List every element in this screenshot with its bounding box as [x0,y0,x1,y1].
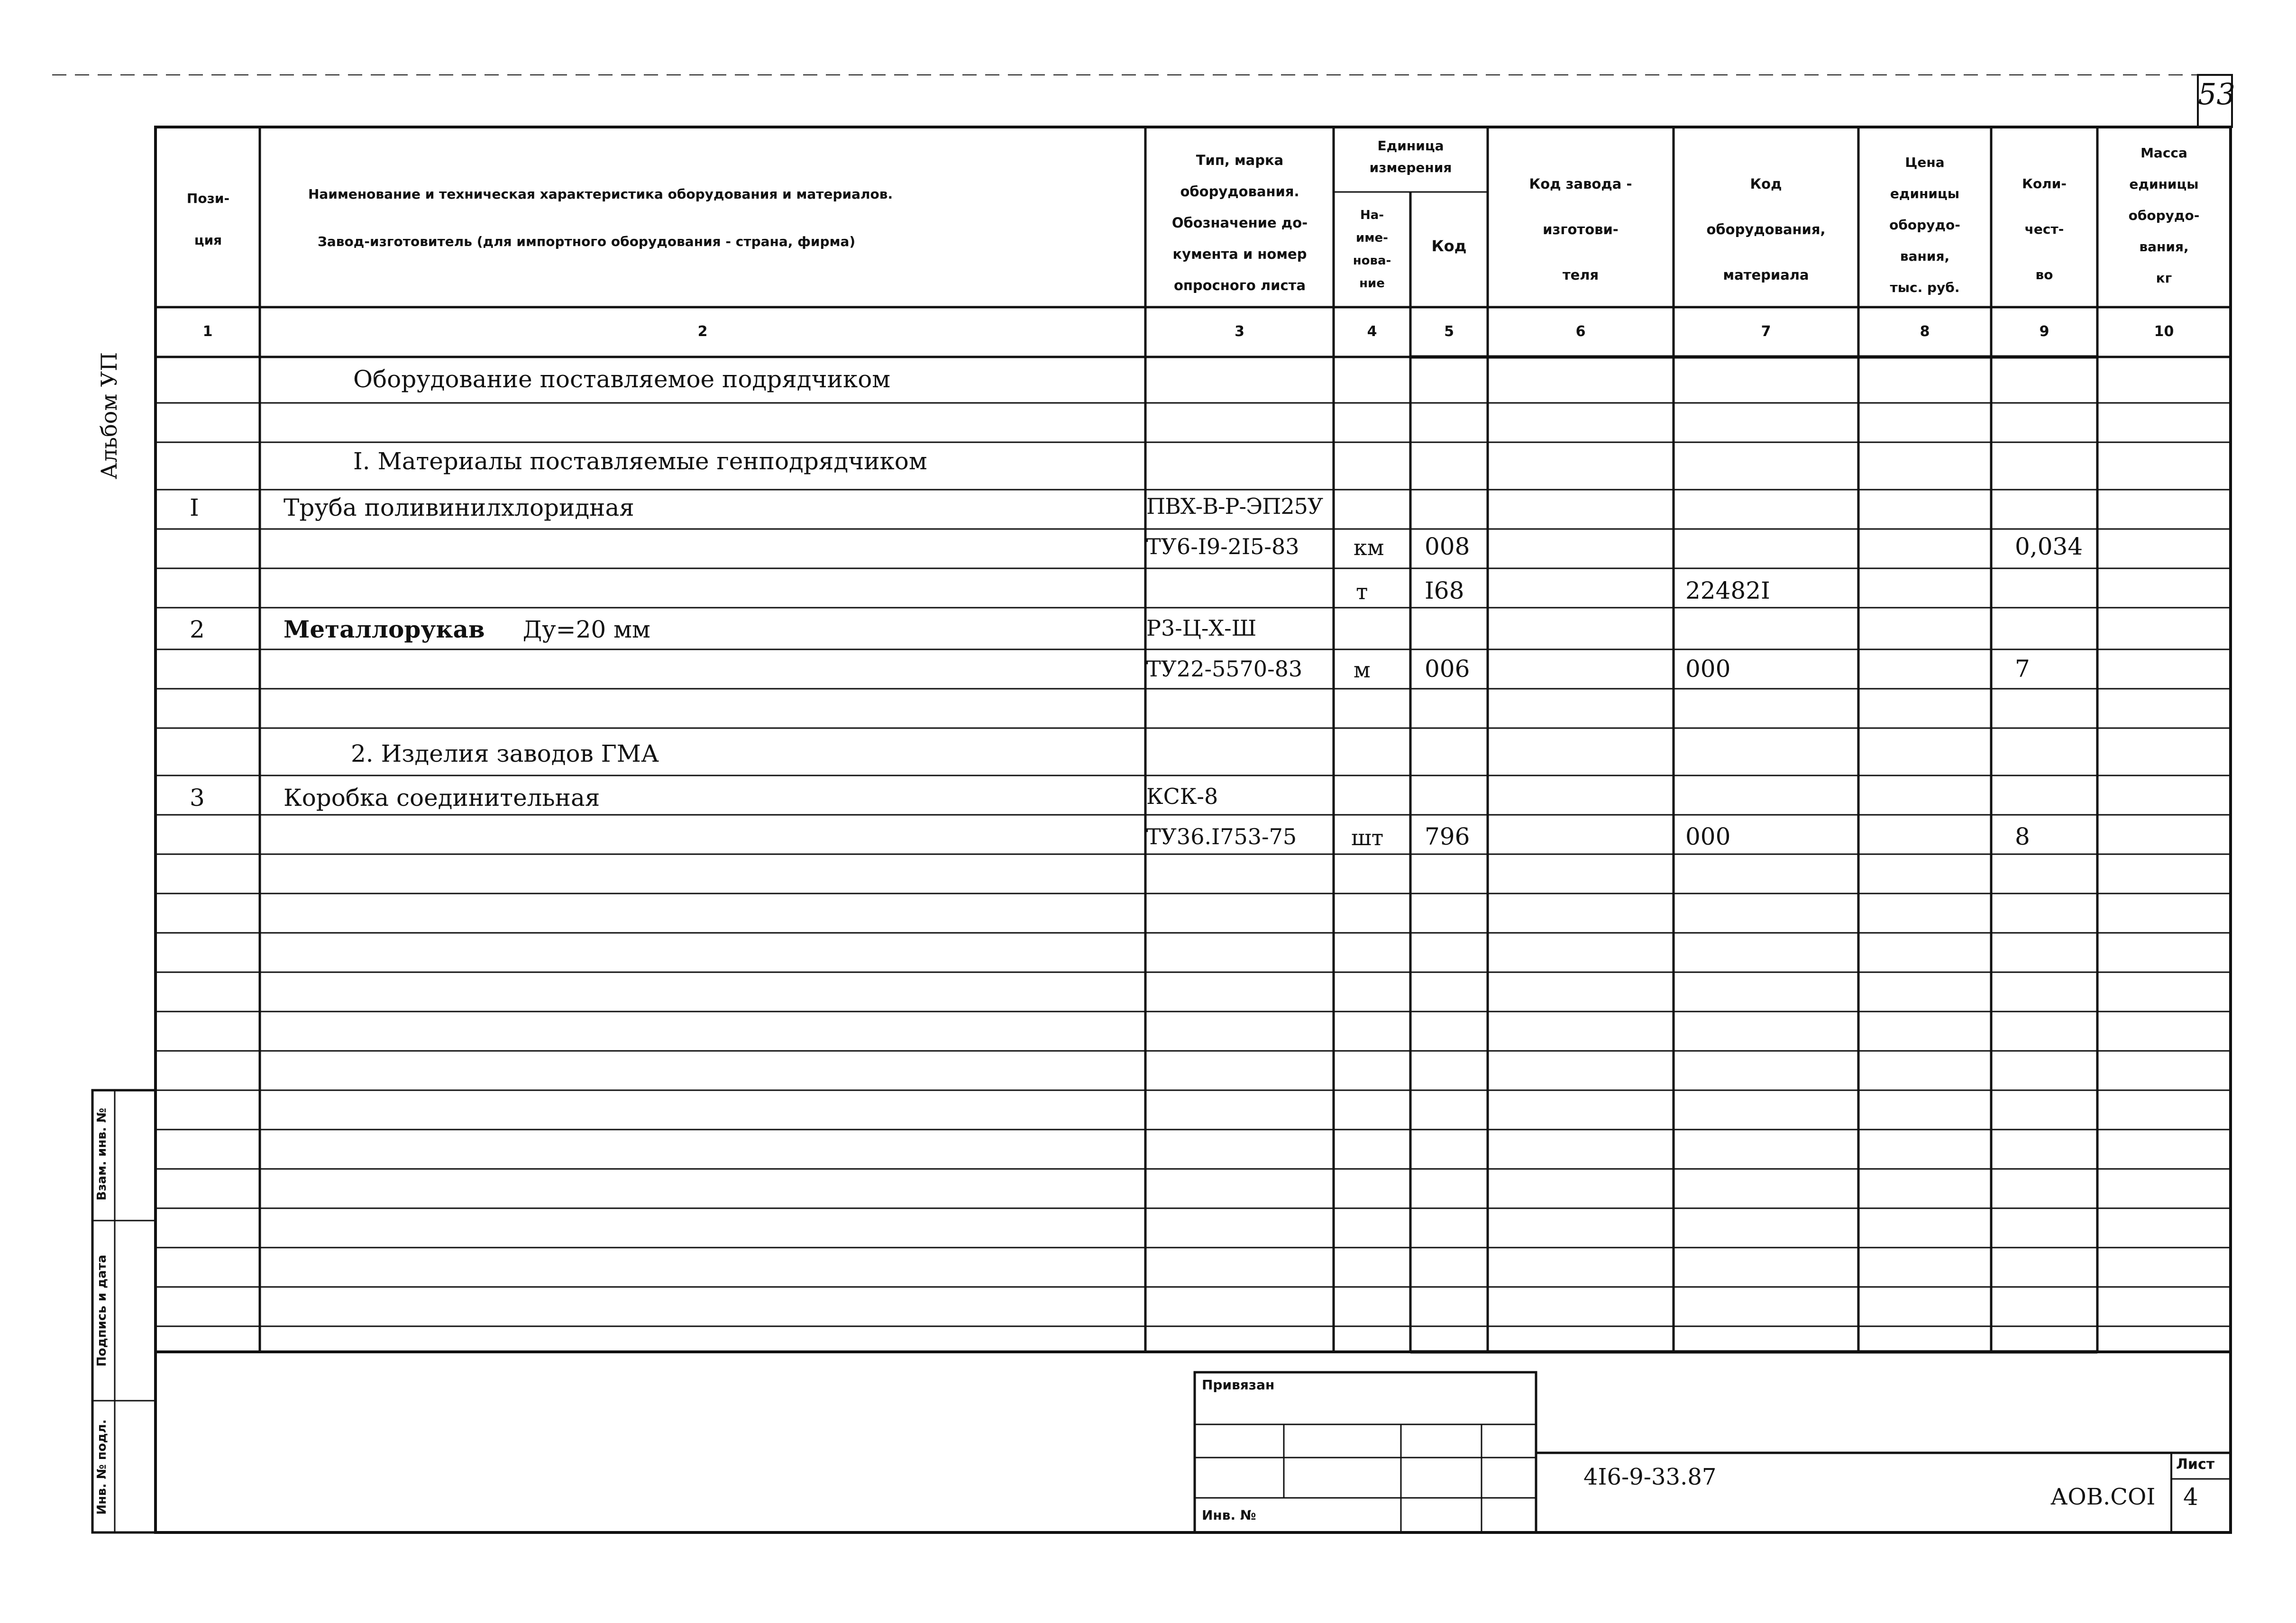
header-col3: Тип, марка оборудования. Обозначение до- кумента и номер опросного листа [1171,152,1308,293]
header-col9: Коли- чест- во [2022,176,2067,283]
inv-no-label: Инв. № [1202,1507,1256,1523]
header-col4: На- име- нова- ние [1353,208,1391,291]
item1-position: I [190,494,199,521]
item3-spec-code: 796 [1425,823,1470,850]
sheet-code: АОВ.СОI [2050,1484,2156,1510]
col-number-6: 6 [1575,323,1586,340]
item2-name-suffix: Ду=20 мм [522,616,650,643]
item3-spec-material: 000 [1685,823,1731,850]
side-stamp-inv-podl: Инв. № подл. [95,1419,109,1515]
col-number-2: 2 [697,323,708,340]
item1-type: ПВХ-В-Р-ЭП25У [1146,493,1323,519]
doc-code: 4I6-9-33.87 [1583,1464,1717,1490]
item3-spec-type: ТУ36.I753-75 [1146,824,1297,849]
col-number-9: 9 [2039,323,2049,340]
header-col1: Пози- ция [186,191,230,248]
section-title-2: 2. Изделия заводов ГМА [351,740,659,767]
item1-mass-unit: т [1356,579,1368,604]
col-number-4: 4 [1367,323,1377,340]
item1-spec-unit: км [1354,535,1384,560]
col-number-1: 1 [202,323,213,340]
item1-spec-code: 008 [1425,533,1470,560]
item1-name: Труба поливинилхлоридная [284,494,634,521]
item2-spec-qty: 7 [2015,655,2030,683]
col-number-3: 3 [1235,323,1244,340]
item3-spec-unit: шт [1351,825,1384,850]
header-col10: Масса единицы оборудо- вания, кг [2128,145,2200,286]
item1-mass-code: I68 [1425,577,1464,604]
item1-spec-qty: 0,034 [2015,533,2083,560]
item3-type: КСК-8 [1146,784,1218,809]
col-number-8: 8 [1920,323,1930,340]
header-col5: Код [1431,237,1467,255]
item3-position: 3 [190,784,205,812]
item2-type: Р3-Ц-Х-Ш [1146,615,1257,641]
header-col8: Цена единицы оборудо- вания, тыс. руб. [1889,155,1960,295]
item2-spec-unit: м [1354,657,1371,683]
header-col6: Код завода - изготови- теля [1529,176,1632,283]
sheet-number: 4 [2183,1483,2198,1511]
section-title-main: Оборудование поставляемое подрядчиком [353,365,891,393]
sheet-label: Лист [2176,1456,2215,1473]
item1-spec-type: ТУ6-I9-2I5-83 [1146,534,1299,559]
col-number-5: 5 [1444,323,1454,340]
header-col7: Код оборудования, материала [1706,176,1826,283]
item2-name [284,616,650,643]
item2-position: 2 [190,616,205,643]
side-stamp-vzam: Взам. инв. № [95,1108,109,1201]
page-number: 53 [2198,77,2235,111]
header-col4-top: Единица измерения [1369,138,1452,175]
item3-spec-qty: 8 [2015,823,2030,850]
album-label: Альбом УП [96,352,122,480]
item1-mass-material: 22482I [1685,577,1770,604]
item3-name: Коробка соединительная [284,784,600,812]
side-stamp-podpis: Подпись и дата [95,1254,109,1367]
col-number-10: 10 [2154,323,2174,340]
item2-name-main: Металлорукав [284,615,485,643]
item2-spec-material: 000 [1685,655,1731,683]
section-title-1: I. Материалы поставляемые генподрядчиком [353,447,927,475]
item2-spec-code: 006 [1425,655,1470,683]
col-number-7: 7 [1761,323,1771,340]
item2-spec-type: ТУ22-5570-83 [1146,656,1303,682]
privyazan-label: Привязан [1202,1377,1275,1393]
header-col2: Наименование и техническая характеристика оборудования и материалов. Завод-изготовитель (для импортного оборудования - страна, фирма) [308,186,893,249]
